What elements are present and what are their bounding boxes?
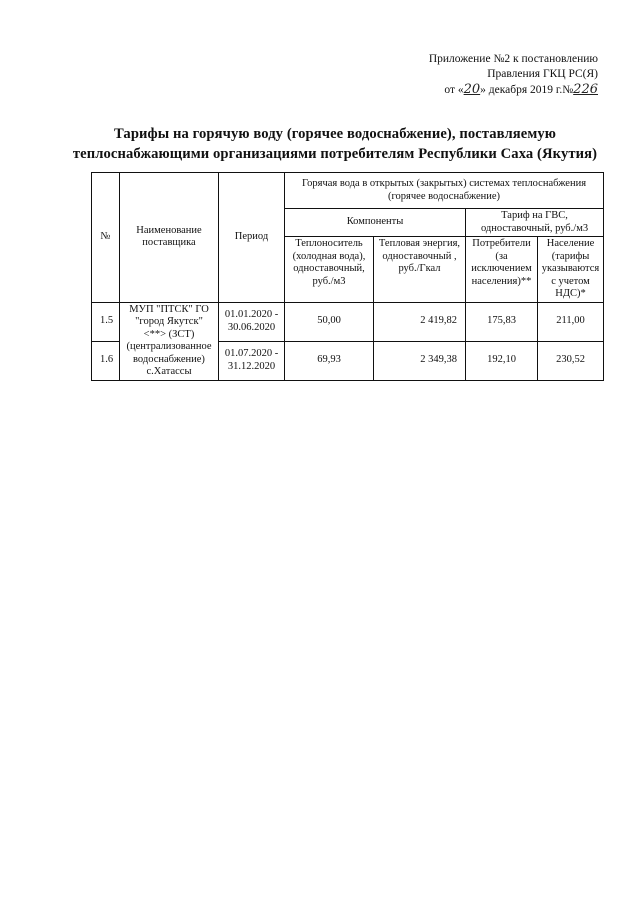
consumers-value: 192,10 bbox=[466, 341, 538, 380]
heat-value: 2 419,82 bbox=[374, 302, 466, 341]
header-coolant: Теплоноситель (холодная вода), одноставочный, руб./м3 bbox=[285, 237, 374, 303]
period-from: 01.01.2020 - bbox=[224, 309, 279, 320]
table-row bbox=[92, 302, 604, 341]
document-header bbox=[429, 52, 598, 98]
appendix-line: Приложение №2 к постановлению bbox=[428, 53, 598, 65]
title-line-1: Тарифы на горячую воду (горячее водоснабжение), поставляемую bbox=[113, 126, 557, 142]
header-supplier: Наименование поставщика bbox=[120, 173, 219, 303]
row-number: 1.6 bbox=[92, 341, 120, 380]
heat-value: 2 349,38 bbox=[374, 341, 466, 380]
row-number: 1.5 bbox=[92, 302, 120, 341]
date-line bbox=[429, 82, 598, 98]
period-cell bbox=[219, 341, 285, 380]
period-from: 01.07.2020 - bbox=[224, 348, 279, 359]
period-cell bbox=[219, 302, 285, 341]
coolant-value: 50,00 bbox=[285, 302, 374, 341]
header-heat-energy: Тепловая энергия, одноставочный , руб./Гкал bbox=[374, 237, 466, 303]
period-to: 31.12.2020 bbox=[227, 360, 276, 372]
header-no: № bbox=[92, 173, 120, 303]
date-prefix: от « bbox=[444, 84, 464, 96]
header-row-1 bbox=[92, 173, 604, 209]
supplier-line: с.Хатассы bbox=[146, 366, 192, 377]
supplier-cell bbox=[120, 302, 219, 380]
header-period: Период bbox=[219, 173, 285, 303]
header-components: Компоненты bbox=[285, 209, 466, 237]
supplier-line: <**> (ЗСТ) bbox=[143, 328, 195, 340]
header-tariff: Тариф на ГВС, одноставочный, руб./м3 bbox=[466, 209, 604, 237]
tariff-table bbox=[91, 172, 604, 381]
board-line: Правления ГКЦ РС(Я) bbox=[487, 68, 598, 80]
period-to: 30.06.2020 bbox=[227, 321, 276, 333]
population-value: 211,00 bbox=[538, 302, 604, 341]
supplier-line: водоснабжение) bbox=[133, 353, 205, 365]
header-consumers: Потребители (за исключением населения)** bbox=[466, 237, 538, 303]
population-value: 230,52 bbox=[538, 341, 604, 380]
title-line-2: теплоснабжающими организациями потребителям Республики Саха (Якутия) bbox=[72, 146, 598, 162]
header-hot-water-group: Горячая вода в открытых (закрытых) системах теплоснабжения (горячее водоснабжение) bbox=[285, 173, 604, 209]
date-day: 20 bbox=[463, 82, 481, 97]
supplier-line: "город Якутск" bbox=[135, 316, 203, 327]
coolant-value: 69,93 bbox=[285, 341, 374, 380]
page-title bbox=[60, 124, 610, 164]
consumers-value: 175,83 bbox=[466, 302, 538, 341]
header-population: Население (тарифы указываются с учетом НДС)* bbox=[538, 237, 604, 303]
supplier-line: (централизованное bbox=[126, 341, 212, 352]
supplier-line: МУП "ПТСК" ГО bbox=[129, 303, 209, 315]
decree-number: 226 bbox=[573, 82, 598, 97]
date-middle: » декабря 2019 г.№ bbox=[480, 84, 574, 96]
